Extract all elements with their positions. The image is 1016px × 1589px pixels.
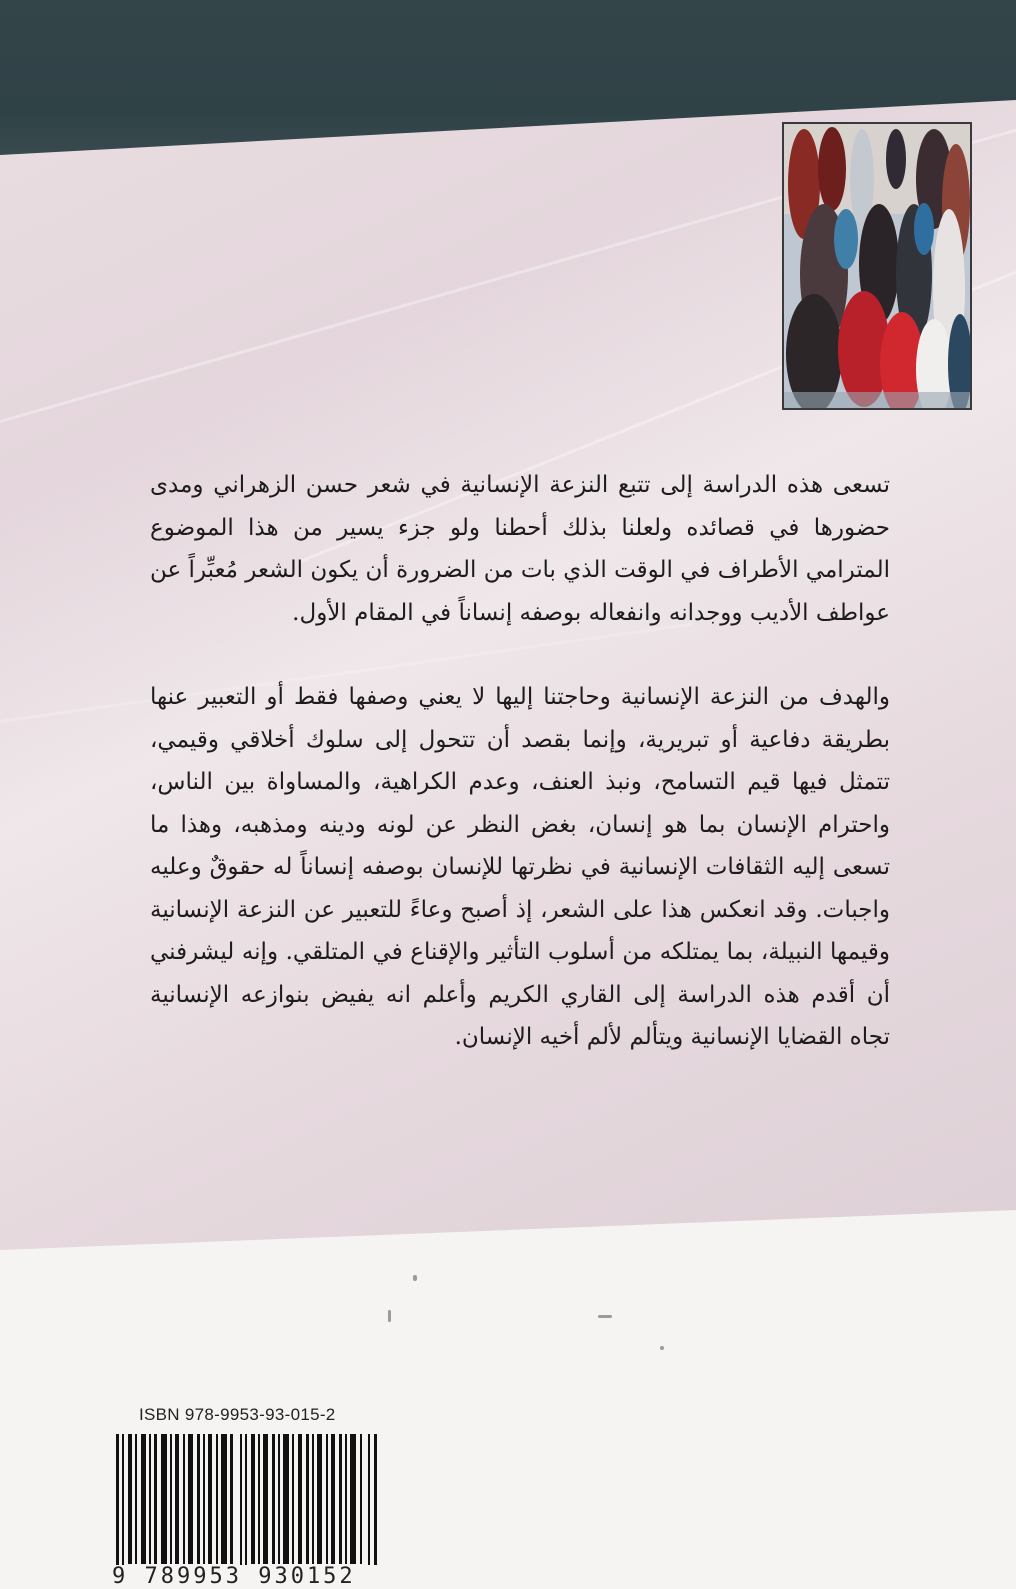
description-paragraph-2: والهدف من النزعة الإنسانية وحاجتنا إليها لا يعني وصفها فقط أو التعبير عنها بطريقة دفاعية أو تبريرية، وإنما بقصد أن تتحول إلى سلوك أخلاقي وقيمي، تتمثل فيها قيم التسامح، ونبذ العنف، وعدم الكراهية، والمساواة بين الناس، واحترام الإنسان بما هو إنسان، بغض النظر عن لونه ودينه ومذهبه، وهذا ما تسعى إليه الثقافات الإنسانية في نظرتها للإنسان بوصفه إنساناً له حقوقٌ وعليه واجبات. وقد انعكس هذا على الشعر، إذ أصبح وعاءً للتعبير عن النزعة الإنسانية وقيمها النبيلة، بما يمتلكه من أسلوب التأثير والإقناع في المتلقي. وإنه ليشرفني أن أقدم هذه الدراسة إلى القاري الكريم وأعلم انه يفيض بنوازعه الإنسانية تجاه القضايا الإنسانية ويتألم لألم أخيه الإنسان.: [150, 684, 890, 1050]
paper-speck: [598, 1315, 612, 1318]
paper-speck: [660, 1346, 664, 1350]
cover-painting: [782, 122, 972, 410]
description-paragraph-1: تسعى هذه الدراسة إلى تتبع النزعة الإنسانية في شعر حسن الزهراني ومدى حضورها في قصائده ولعلنا بذلك أحطنا ولو جزء يسير من هذا الموضوع المترامي الأطراف في الوقت الذي بات من الضرورة أن يكون الشعر مُعبِّراً عن عواطف الأديب ووجدانه وانفعاله بوصفه إنساناً في المقام الأول.: [150, 472, 890, 626]
isbn-label: ISBN 978-9953-93-015-2: [139, 1405, 336, 1424]
paper-speck: [388, 1310, 391, 1322]
barcode-image: [112, 1434, 382, 1574]
barcode-digits: 9 789953 930152: [112, 1565, 382, 1589]
painting-figures-image: [784, 124, 970, 408]
paper-speck: [413, 1275, 417, 1281]
